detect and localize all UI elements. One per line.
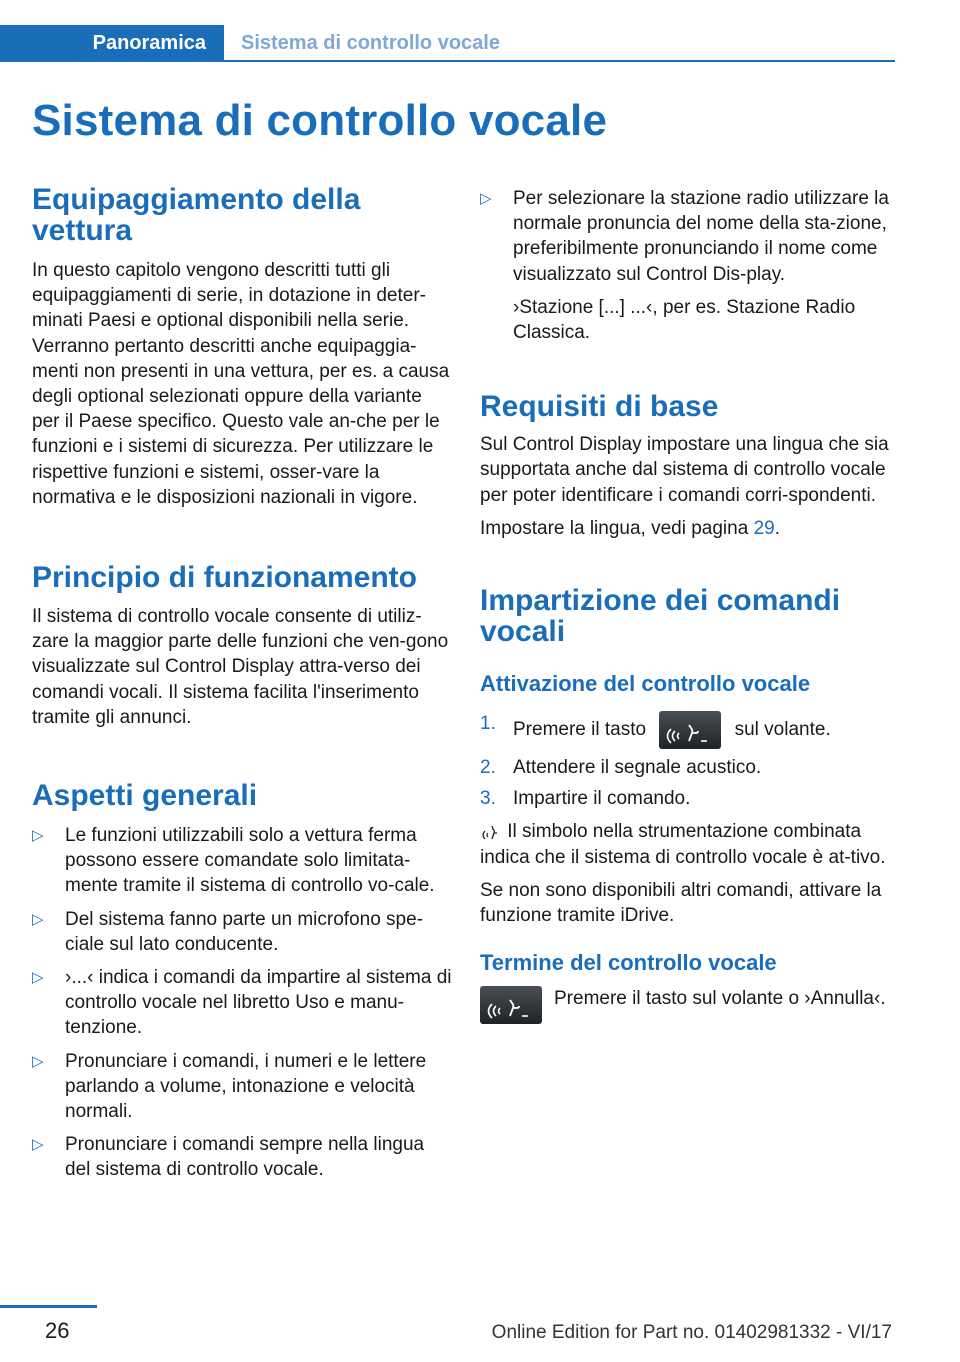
list-item: ▷ Pronunciare i comandi, i numeri e le lettere parlando a volume, intonazione e velocità normali.: [32, 1050, 427, 1123]
triangle-bullet-icon: ▷: [32, 969, 44, 987]
list-item: 1. Premere il tasto sul volante.: [480, 711, 900, 749]
footer-divider: [0, 1305, 97, 1308]
list-item: ▷ Pronunciare i comandi sempre nella lingua del sistema di controllo vocale.: [32, 1134, 425, 1181]
list-item: 3. Impartire il comando.: [480, 788, 691, 810]
section-title-requirements: Requisiti di base: [480, 390, 719, 424]
voice-control-button-icon: [480, 986, 542, 1024]
section-title-equipment: Equipaggiamento della vettura: [32, 183, 361, 247]
header-chapter-tab[interactable]: Sistema di controllo vocale: [224, 25, 895, 62]
list-item: ▷ ›...‹ indica i comandi da impartire al sistema di controllo vocale nel libretto Uso e manu-tenzione.: [32, 967, 452, 1039]
section-title-commands: Impartizione dei comandi vocali: [480, 584, 841, 649]
edition-note: Online Edition for Part no. 01402981332 - VI/17: [491, 1322, 892, 1343]
list-item: ▷ Per selezionare la stazione radio utilizzare la normale pronuncia del nome della sta-zione, preferibilmente pronunciando il nome come visualizzato sul Control Dis-play.: [480, 188, 889, 285]
language-reference: Impostare la lingua, vedi pagina 29.: [480, 517, 780, 539]
principle-body: Il sistema di controllo vocale consente di utiliz-zare la maggior parte delle funzioni che ven-gono visualizzate sul Control Display attra-verso dei comandi vocali. Il sistema facilita l'inserimento tramite gli annunci.: [32, 606, 449, 728]
left-column: [32, 184, 452, 1183]
symbol-note: Il simbolo nella strumentazione combinata indica che il sistema di controllo vocale è at-tivo.: [480, 821, 886, 868]
requirements-body: Sul Control Display impostare una lingua che sia supportata anche dal sistema di controllo vocale per poter identificare i comandi corri-spondenti.: [480, 434, 889, 506]
header-section-tab[interactable]: Panoramica: [0, 25, 224, 62]
list-item: 2. Attendere il segnale acustico.: [480, 757, 762, 779]
triangle-bullet-icon: ▷: [32, 910, 44, 928]
page-number: 26: [45, 1318, 70, 1343]
equipment-body: In questo capitolo vengono descritti tutti gli equipaggiamenti di serie, in dotazione in deter-minati Paesi e optional disponibili nella serie. Verranno pertanto descritti anche equipaggia-menti non presenti in una vettura, per es. a causa degli optional selezionati oppure della variante per il Paese specifico. Questo vale an-che per le funzioni e i sistemi di sicurezza. Per utilizzare le rispettive funzioni e sistemi, osser-vare la normativa e le disposizioni nazionali in vigore.: [32, 260, 450, 508]
triangle-bullet-icon: ▷: [480, 190, 492, 207]
list-item: ▷ Del sistema fanno parte un microfono spe-ciale sul lato conducente.: [32, 908, 424, 955]
bullet-example: ›Stazione [...] ...‹, per es. Stazione Radio Classica.: [513, 296, 856, 344]
page-header: [0, 25, 895, 62]
section-title-general: Aspetti generali: [32, 779, 258, 813]
right-column: [480, 186, 900, 1030]
voice-symbol-icon: [480, 821, 502, 843]
voice-control-button-icon: [659, 711, 721, 749]
list-item: ▷ Le funzioni utilizzabili solo a vettura ferma possono essere comandate solo limitata-mente tramite il sistema di controllo vo-cale.: [32, 825, 435, 897]
subsection-title-activation: Attivazione del controllo vocale: [480, 671, 811, 697]
triangle-bullet-icon: ▷: [32, 1136, 44, 1154]
idrive-note: Se non sono disponibili altri comandi, attivare la funzione tramite iDrive.: [480, 879, 882, 927]
termination-row: [480, 986, 900, 1030]
subsection-title-termination: Termine del controllo vocale: [480, 950, 777, 976]
page-link[interactable]: 29: [753, 517, 775, 539]
page-title: Sistema di controllo vocale: [32, 96, 608, 145]
termination-text: Premere il tasto sul volante o ›Annulla‹.: [554, 988, 886, 1010]
triangle-bullet-icon: ▷: [32, 827, 44, 845]
section-title-principle: Principio di funzionamento: [32, 561, 417, 595]
triangle-bullet-icon: ▷: [32, 1052, 44, 1070]
